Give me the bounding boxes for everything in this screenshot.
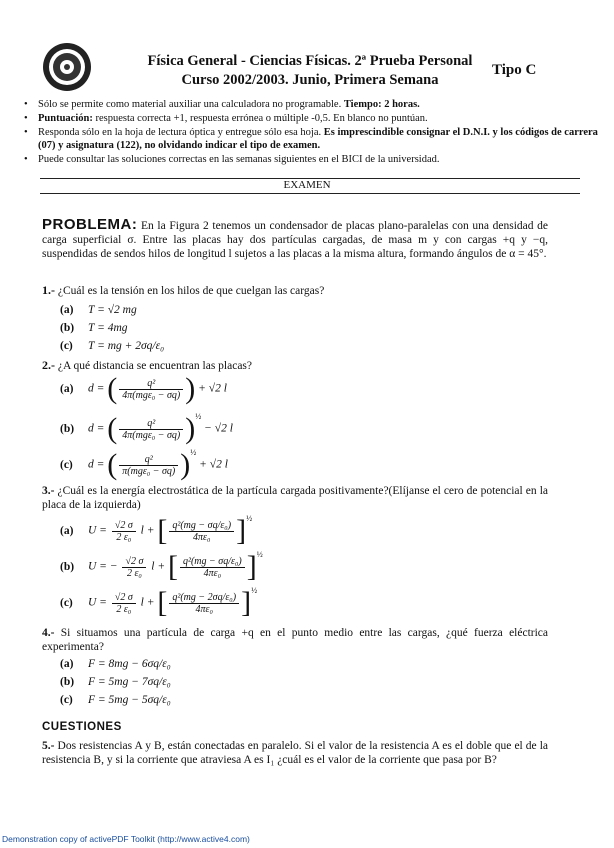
divider (40, 193, 580, 194)
university-seal-icon (42, 42, 92, 92)
instruction-item: • Sólo se permite como material auxiliar una calculadora no programable. Tiempo: 2 horas. (38, 98, 603, 111)
option-1c: (c) T = mg + 2σq/ε₀ (60, 340, 165, 352)
question-4: 4.- Si situamos una partícula de carga +q en el punto medio entre las cargas, ¿qué fuerza eléctrica experimenta? (42, 627, 549, 653)
exam-label: EXAMEN (283, 179, 331, 191)
option-2b: (b) d = ( $\frac{\text{q²}}{\text{4π(mgε₀ − σq)}}$ )$^{\frac{1}{2}}$ − √2 l (60, 412, 233, 445)
instruction-item: • Puntuación: respuesta correcta +1, respuesta errónea o múltiple -0,5. En blanco no puntúan. (38, 112, 603, 125)
question-2: 2.- ¿A qué distancia se encuentran las placas? (42, 358, 253, 372)
option-2a: (a) d = ( $\frac{\text{q²}}{\text{4π(mgε₀ − σq)}}$ ) + √2 l (60, 372, 227, 405)
question-3: 3.- ¿Cuál es la energía electrostática de la partícula cargada positivamente?(Elíjanse el cero de potencial en la placa de la izquierda) (42, 485, 548, 511)
option-4c: (c) F = 5mg − 5σq/ε₀ (60, 694, 171, 706)
question-1: 1.- ¿Cuál es la tensión en los hilos de que cuelgan las cargas? (42, 283, 325, 297)
problem-statement (42, 218, 548, 261)
exam-title (110, 52, 510, 90)
exam-type: Tipo C (492, 62, 537, 78)
option-1a: (a) T = √2 mg (60, 304, 137, 316)
problem-text: En la Figura 2 tenemos un condensador de placas plano-paralelas con una densidad de carga superficial σ. Entre las placas hay dos partículas cargadas, de masa m y con cargas +q y −q, suspendidas de sendos hilos de longitud l sujetos a las placas a la misma altura, formando ángulos de α = 45°. (42, 220, 548, 260)
option-4b: (b) F = 5mg − 7σq/ε₀ (60, 676, 171, 688)
option-3a: (a) U = $\frac{√2 \sigma}{\text{2 ε₀}}$ l + [ $\frac{\text{q²(mg − σq/ε₀)}}{\text{4πε₀}}$ ]$^{\frac{1}{2}}$ (60, 514, 253, 547)
option-2c: (c) d = ( $\frac{\text{q²}}{\text{π(mgε₀ − σq)}}$ )$^{\frac{1}{2}}$ + √2 l (60, 448, 228, 481)
instruction-item: • Puede consultar las soluciones correctas en las semanas siguientes en el BICI de la universidad. (38, 153, 603, 166)
cuestiones-heading: CUESTIONES (42, 721, 122, 733)
option-1b: (b) T = 4mg (60, 322, 128, 334)
option-3c: (c) U = $\frac{√2 \sigma}{\text{2 ε₀}}$ l + [ $\frac{\text{q²(mg − 2σq/ε₀)}}{\text{4πε₀}}$ ]$^{\frac{1}{2}}$ (60, 586, 258, 619)
option-4a: (a) F = 8mg − 6σq/ε₀ (60, 658, 171, 670)
title-line-2: Curso 2002/2003. Junio, Primera Semana (181, 72, 439, 88)
problem-heading: PROBLEMA: (42, 216, 138, 233)
instruction-item: • Responda sólo en la hoja de lectura óptica y entregue sólo esa hoja. Es imprescindible consignar el D.N.I. y los códigos de carrera (07) y asignatura (122), no olvidando indicar el tipo de examen. (38, 126, 603, 152)
instructions-list (20, 98, 603, 167)
title-line-1: Física General - Ciencias Físicas. 2ª Prueba Personal (147, 53, 473, 69)
question-5: 5.- Dos resistencias A y B, están conectadas en paralelo. Si el valor de la resistencia A es el doble que el de la resistencia B, y si la corriente que atraviesa A es I₁ ¿cuál es el valor de la corriente que pasa por B? (42, 740, 549, 766)
option-3b: (b) U = − $\frac{√2 \sigma}{\text{2 ε₀}}$ l + [ $\frac{\text{q²(mg − σq/ε₀)}}{\text{4πε₀}}$ ]$^{\frac{1}{2}}$ (60, 550, 263, 583)
watermark-footer: Demonstration copy of activePDF Toolkit (http://www.active4.com) (2, 834, 250, 844)
